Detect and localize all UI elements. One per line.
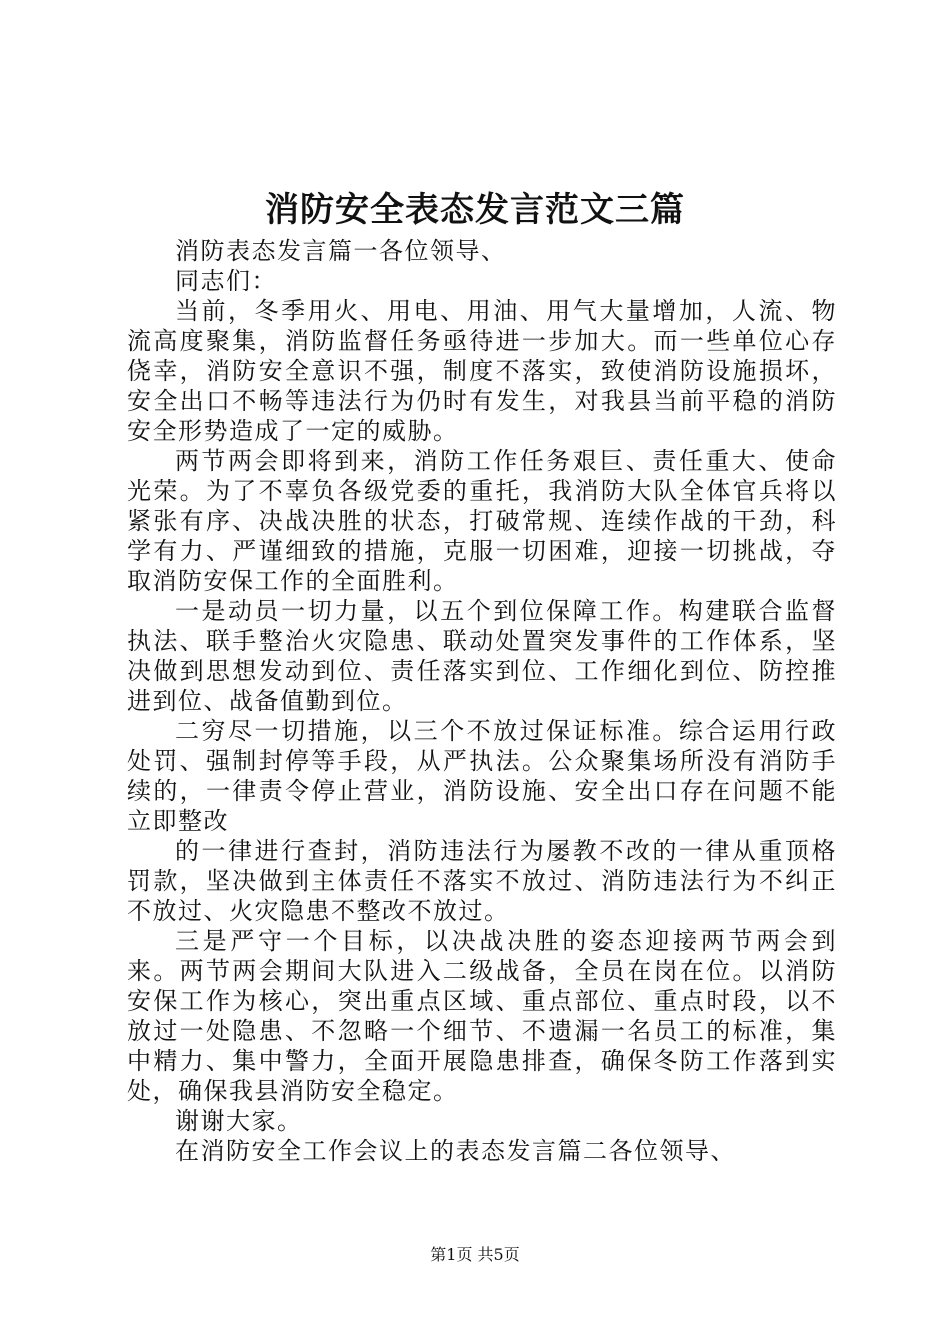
- paragraph: 谢谢大家。: [175, 1107, 303, 1135]
- paragraph: 二穷尽一切措施，以三个不放过保证标准。综合运用行政处罚、强制封停等手段，从严执法。公众聚集场所没有消防手续的，一律责令停止营业，消防设施、安全出口存在问题不能立即整改: [127, 717, 837, 835]
- document-body: [127, 236, 837, 1166]
- page-number-footer: 第1页 共5页: [430, 1245, 520, 1264]
- paragraph: 同志们：: [175, 267, 277, 295]
- paragraph: 消防表态发言篇一各位领导、: [175, 237, 507, 265]
- paragraph: 三是严守一个目标，以决战决胜的姿态迎接两节两会到来。两节两会期间大队进入二级战备，全员在岗在位。以消防安保工作为核心，突出重点区域、重点部位、重点时段，以不放过一处隐患、不忽略一个细节、不遗漏一名员工的标准，集中精力、集中警力，全面开展隐患排查，确保冬防工作落到实处，确保我县消防安全稳定。: [127, 927, 837, 1105]
- paragraph: 一是动员一切力量，以五个到位保障工作。构建联合监督执法、联手整治火灾隐患、联动处置突发事件的工作体系，坚决做到思想发动到位、责任落实到位、工作细化到位、防控推进到位、战备值勤到位。: [127, 597, 837, 715]
- paragraph: 两节两会即将到来，消防工作任务艰巨、责任重大、使命光荣。为了不辜负各级党委的重托，我消防大队全体官兵将以紧张有序、决战决胜的状态，打破常规、连续作战的干劲，科学有力、严谨细致的措施，克服一切困难，迎接一切挑战，夺取消防安保工作的全面胜利。: [127, 447, 837, 595]
- document-title: 消防安全表态发言范文三篇: [265, 190, 685, 230]
- paragraph: 当前，冬季用火、用电、用油、用气大量增加，人流、物流高度聚集，消防监督任务亟待进一步加大。而一些单位心存侥幸，消防安全意识不强，制度不落实，致使消防设施损坏，安全出口不畅等违法行为仍时有发生，对我县当前平稳的消防安全形势造成了一定的威胁。: [127, 297, 837, 445]
- paragraph: 的一律进行查封，消防违法行为屡教不改的一律从重顶格罚款，坚决做到主体责任不落实不放过、消防违法行为不纠正不放过、火灾隐患不整改不放过。: [127, 837, 837, 925]
- paragraph: 在消防安全工作会议上的表态发言篇二各位领导、: [175, 1137, 736, 1165]
